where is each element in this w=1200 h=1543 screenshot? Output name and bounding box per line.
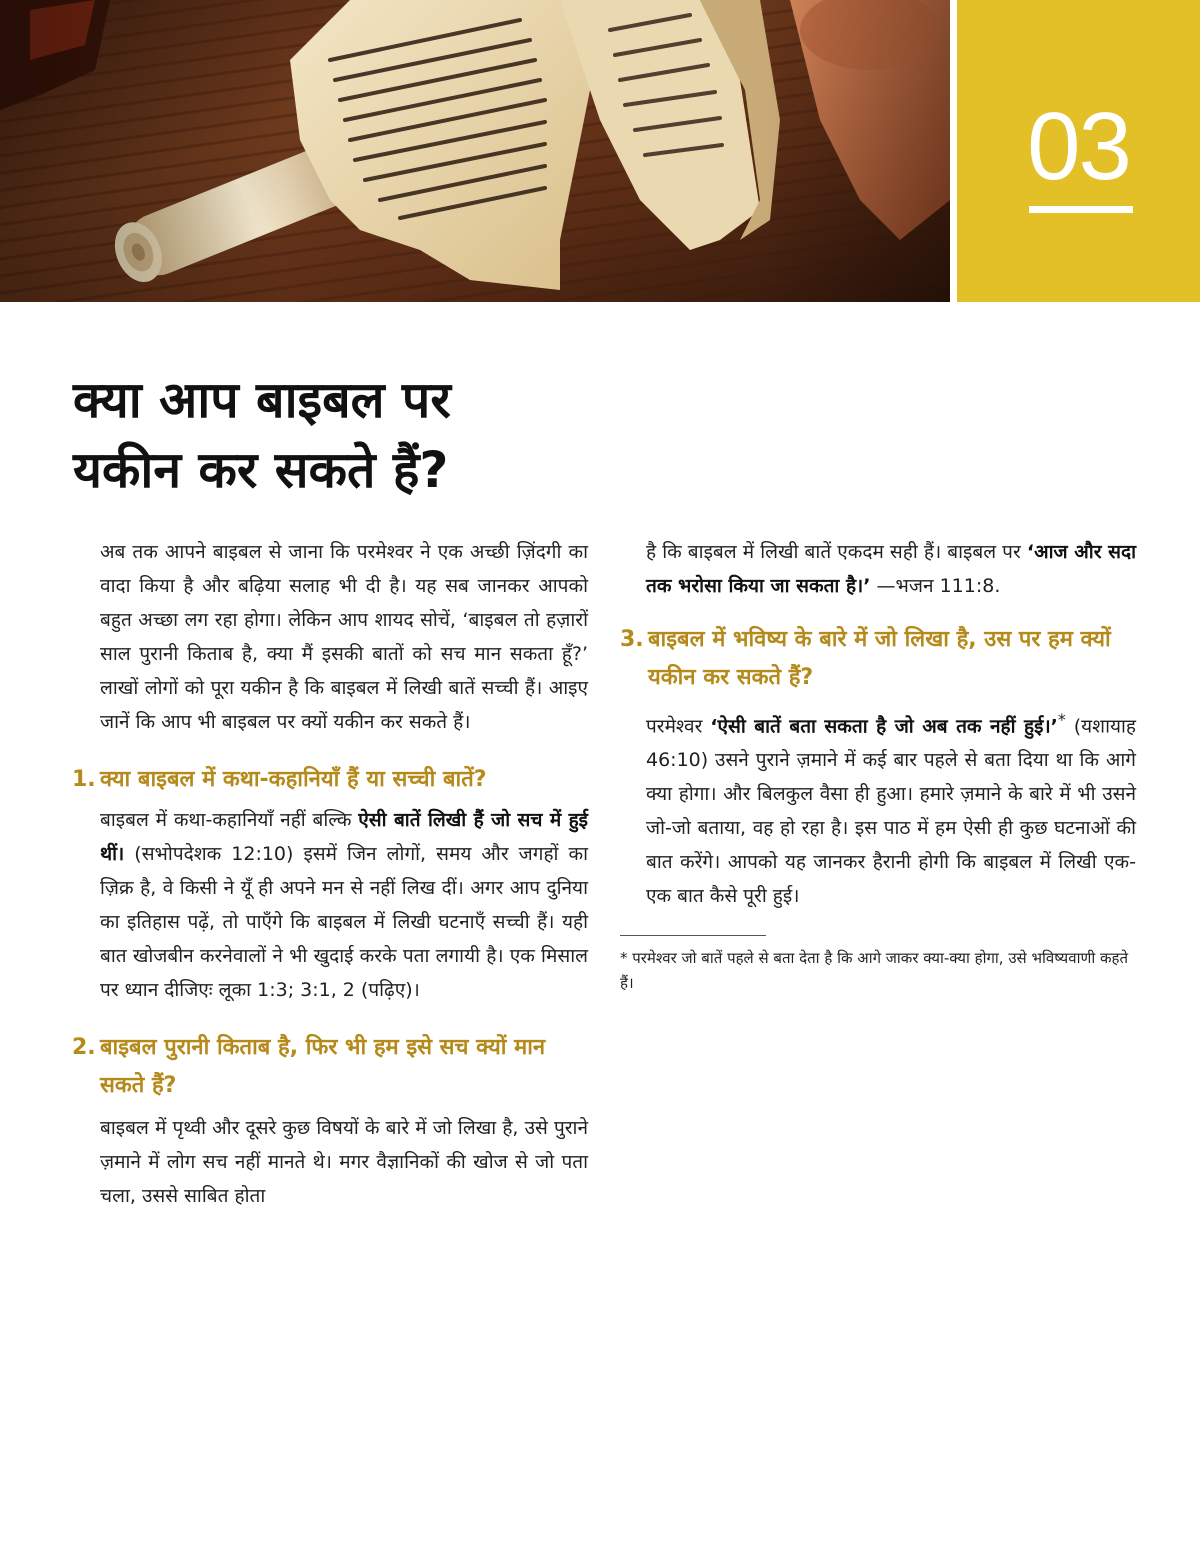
answer-3-paragraph (620, 703, 1136, 913)
question-3-heading (620, 621, 1136, 697)
footnote-marker[interactable]: * (1057, 710, 1066, 729)
page-title-line-2: यकीन कर सकते हैं? (73, 441, 449, 499)
page-title (73, 365, 673, 505)
chapter-badge (957, 0, 1200, 302)
question-1-number: 1. (72, 767, 96, 792)
scrolls-illustration (0, 0, 950, 302)
answer-2-emphasis: ‘आज और सदा तक भरोसा किया जा सकता है।’ (646, 541, 1137, 597)
header-photo-scrolls (0, 0, 950, 302)
footnote-divider (620, 935, 766, 936)
answer-2-scripture-reference: —भजन 111:8. (870, 575, 1001, 597)
answer-3-text-start: परमेश्वर (646, 715, 711, 738)
page-title-line-1: क्या आप बाइबल पर (73, 371, 451, 429)
answer-2-text-continued: है कि बाइबल में लिखी बातें एकदम सही हैं। बाइबल पर (646, 541, 1027, 563)
intro-paragraph: अब तक आपने बाइबल से जाना कि परमेश्वर ने एक अच्छी ज़िंदगी का वादा किया है और बढ़िया सलाह भी दी है। यह सब जानकर आपको बहुत अच्छा लग रहा होगा। लेकिन आप शायद सोचें, ‘बाइबल तो हज़ारों साल पुरानी किताब है, क्या मैं इसकी बातों को सच मान सकता हूँ?’ लाखों लोगों को पूरा यकीन है कि बाइबल में लिखी बातें सच्ची हैं। आइए जानें कि आप भी बाइबल पर क्यों यकीन कर सकते हैं। (100, 541, 588, 733)
question-2-number: 2. (72, 1035, 96, 1060)
answer-1-paragraph (72, 803, 588, 1007)
answer-1-text-start: बाइबल में कथा-कहानियाँ नहीं बल्कि (100, 809, 359, 831)
answer-3-text-end: (यशायाह 46:10) उसने पुराने ज़माने में कई बार पहले से बता दिया था कि आगे क्या होगा। और बिलकुल वैसा ही हुआ। हमारे ज़माने के बारे में भी उसने जो-जो बताया, वह हो रहा है। इस पाठ में हम ऐसी ही कुछ घटनाओं की बात करेंगे। आपको यह जानकर हैरानी होगी कि बाइबल में लिखी एक-एक बात कैसे पूरी हुई। (646, 715, 1137, 908)
answer-2-paragraph-continued (620, 535, 1136, 603)
question-1-text: क्या बाइबल में कथा-कहानियाँ हैं या सच्ची बातें? (100, 767, 487, 792)
question-3-number: 3. (620, 627, 644, 652)
left-column (72, 535, 588, 1213)
answer-1-text-end: (सभोपदेशक 12:10) इसमें जिन लोगों, समय और जगहों का ज़िक्र है, वे किसी ने यूँ ही अपने मन से नहीं लिख दीं। अगर आप दुनिया का इतिहास पढ़ें, तो पाएँगे कि बाइबल में लिखी घटनाएँ सच्ची हैं। यही बात खोजबीन करनेवालों ने भी खुदाई करके पता लगायी है। एक मिसाल पर ध्यान दीजिएः लूका 1:3; 3:1, 2 (पढ़िए)। (100, 843, 588, 1001)
question-2-heading (72, 1029, 588, 1105)
answer-1-emphasis: ऐसी बातें लिखी हैं जो सच में हुई थीं। (100, 809, 588, 865)
right-column (620, 535, 1136, 996)
question-2-text: बाइबल पुरानी किताब है, फिर भी हम इसे सच क्यों मान सकते हैं? (100, 1035, 546, 1098)
header-divider (950, 0, 957, 302)
question-3-text: बाइबल में भविष्य के बारे में जो लिखा है, उस पर हम क्यों यकीन कर सकते हैं? (648, 627, 1111, 690)
chapter-underline (1029, 206, 1133, 213)
footnote-text: * परमेश्वर जो बातें पहले से बता देता है कि आगे जाकर क्या-क्या होगा, उसे भविष्यवाणी कहते हैं। (620, 949, 1129, 993)
question-1-heading (72, 761, 588, 799)
answer-3-emphasis: ‘ऐसी बातें बता सकता है जो अब तक नहीं हुई।’ (710, 715, 1058, 738)
answer-2-paragraph-start: बाइबल में पृथ्वी और दूसरे कुछ विषयों के बारे में जो लिखा है, उसे पुराने ज़माने में लोग सच नहीं मानते थे। मगर वैज्ञानिकों की खोज से जो पता चला, उससे साबित होता (100, 1117, 588, 1207)
chapter-number: 03 (1027, 93, 1130, 200)
